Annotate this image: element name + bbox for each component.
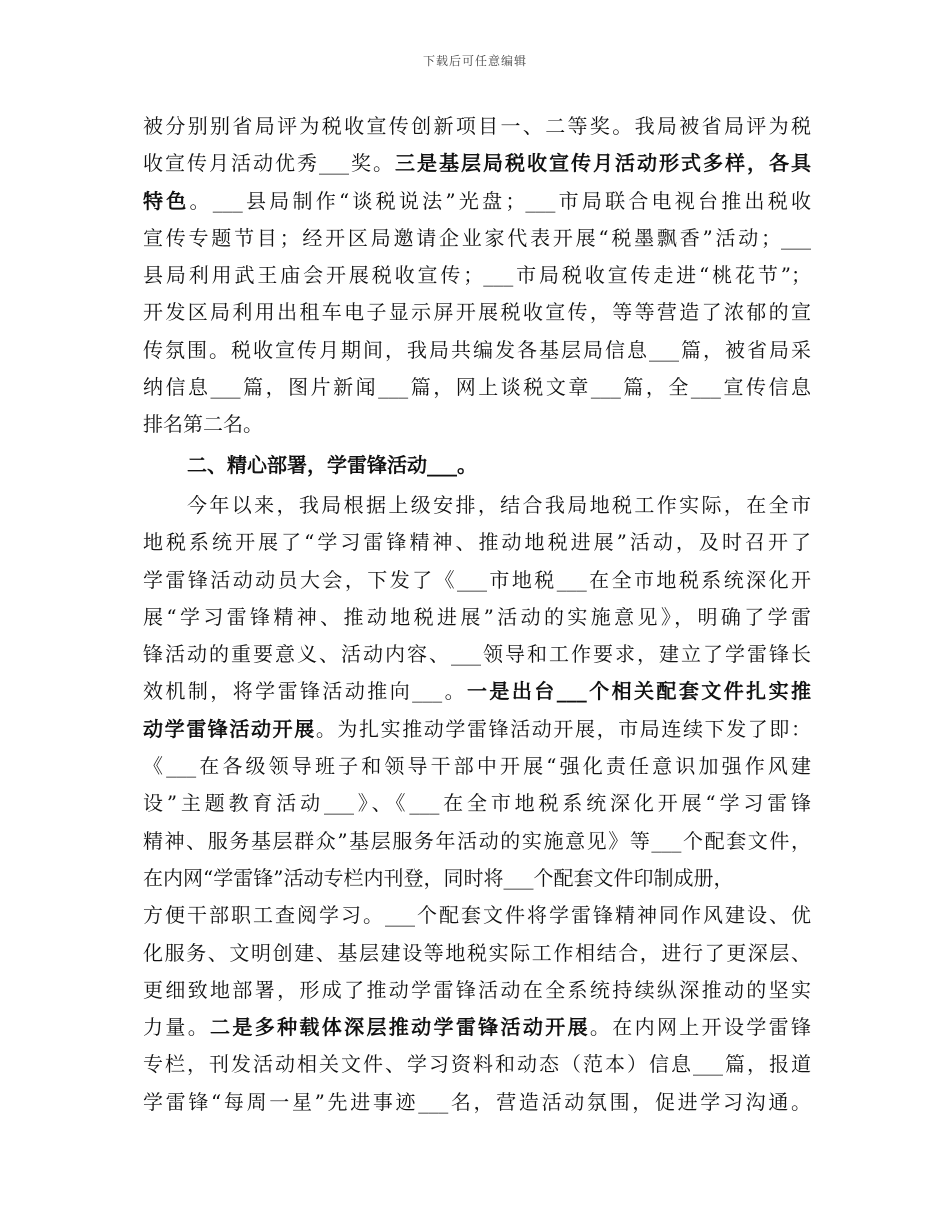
text-run: 。___县局制作“谈税说法”光盘；___市局联合电视台推出税收	[189, 188, 811, 213]
text-line	[143, 294, 811, 331]
text-line	[143, 487, 811, 524]
bold-text-run: 二、精心部署，学雷锋活动___。	[187, 452, 477, 477]
text-line	[143, 748, 811, 785]
text-run: 排名第二名。	[143, 412, 263, 437]
text-run: 精神、服务基层群众”基层服务年活动的实施意见》等___个配套文件，	[143, 828, 811, 853]
text-run: 开发区局利用出租车电子显示屏开展税收宣传，等等营造了浓郁的宣	[143, 300, 811, 325]
text-line	[143, 562, 811, 599]
text-line	[143, 1046, 811, 1083]
page-header: 下载后可任意编辑	[422, 54, 527, 68]
text-run: 地税系统开展了“学习雷锋精神、推动地税进展”活动，及时召开了	[143, 530, 811, 555]
text-line	[143, 369, 811, 406]
text-line	[143, 599, 811, 636]
text-line	[143, 183, 811, 220]
text-line	[143, 673, 811, 710]
bold-text-run: 动学雷锋活动开展	[143, 716, 316, 741]
text-run: 。为扎实推动学雷锋活动开展，市局连续下发了即：	[315, 716, 811, 741]
text-run: 县局利用武王庙会开展税收宣传；___市局税收宣传走进“桃花节”；	[143, 263, 811, 288]
text-run: 专栏，刊发活动相关文件、学习资料和动态（范本）信息___篇，报道	[143, 1052, 811, 1077]
text-run: 纳信息___篇，图片新闻___篇，网上谈税文章___篇，全___宣传信息	[143, 375, 811, 400]
bold-text-run: 二是多种载体深层推动学雷锋活动开展	[210, 1015, 590, 1040]
document-body	[143, 108, 811, 1121]
text-run: 更细致地部署，形成了推动学雷锋活动在全系统持续纵深推动的坚实	[143, 977, 811, 1002]
text-run: 传氛围。税收宣传月期间，我局共编发各基层局信息___篇，被省局采	[143, 337, 811, 362]
text-run: 《___在各级领导班子和领导干部中开展“强化责任意识加强作风建	[143, 754, 811, 779]
bold-text-run: 特色	[143, 188, 190, 213]
text-line	[143, 332, 811, 369]
text-line	[143, 406, 811, 443]
text-line	[143, 935, 811, 972]
text-run: 收宣传月活动优秀___奖。	[143, 151, 395, 176]
bold-text-run: 三是基层局税收宣传月活动形式多样，各具	[395, 151, 811, 176]
text-run: 今年以来，我局根据上级安排，结合我局地税工作实际，在全市	[187, 492, 811, 517]
text-line	[143, 524, 811, 561]
text-line	[143, 636, 811, 673]
text-run: 在内网“学雷锋”活动专栏内刊登，同时将___个配套文件印制成册，	[143, 865, 734, 890]
text-line	[143, 1084, 811, 1121]
text-line	[143, 823, 811, 860]
text-line	[143, 860, 811, 897]
text-run: 宣传专题节目；经开区局邀请企业家代表开展“税墨飘香”活动；___	[143, 225, 811, 250]
text-line	[143, 257, 811, 294]
text-run: 。在内网上开设学雷锋	[589, 1015, 811, 1040]
text-run: 方便干部职工查阅学习。___个配套文件将学雷锋精神同作风建设、优	[143, 903, 811, 928]
text-run: 被分别别省局评为税收宣传创新项目一、二等奖。我局被省局评为税	[143, 114, 811, 138]
text-run: 效机制，将学雷锋活动推向___。	[143, 679, 467, 704]
text-run: 锋活动的重要意义、活动内容、___领导和工作要求，建立了学雷锋长	[143, 642, 811, 667]
text-line	[143, 145, 811, 182]
text-line	[143, 447, 811, 484]
text-run: 展“学习雷锋精神、推动地税进展”活动的实施意见》，明确了学雷	[143, 604, 811, 629]
text-line	[143, 972, 811, 1009]
text-line	[143, 897, 811, 934]
text-line	[143, 220, 811, 257]
text-run: 学雷锋活动动员大会，下发了《___市地税___在全市地税系统深化开	[143, 567, 811, 592]
bold-text-run: 一是出台___个相关配套文件扎实推	[467, 679, 811, 704]
text-line	[143, 711, 811, 748]
text-line	[143, 108, 811, 145]
text-line	[143, 1009, 811, 1046]
text-run: 力量。	[143, 1015, 211, 1040]
text-line	[143, 785, 811, 822]
text-run: 设”主题教育活动___》、《___在全市地税系统深化开展“学习雷锋	[143, 791, 811, 816]
text-run: 学雷锋“每周一星”先进事迹___名，营造活动氛围，促进学习沟通。	[143, 1089, 811, 1114]
text-run: 化服务、文明创建、基层建设等地税实际工作相结合，进行了更深层、	[143, 940, 811, 965]
